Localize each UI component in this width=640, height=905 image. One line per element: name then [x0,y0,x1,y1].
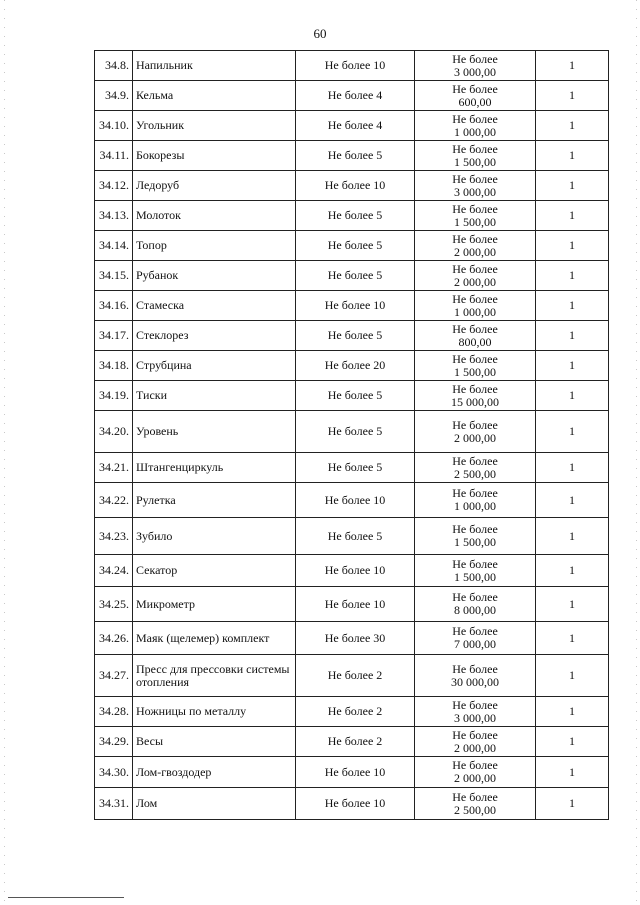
item-count: 1 [536,291,609,321]
price-prefix: Не более [452,51,498,66]
item-number: 34.17. [95,321,133,351]
item-number: 34.25. [95,587,133,622]
price-prefix: Не более [452,417,498,432]
price-value: 2 500,00 [454,802,496,817]
item-count: 1 [536,321,609,351]
item-count: 1 [536,727,609,757]
price-value: 1 500,00 [454,569,496,584]
price-prefix: Не более [452,81,498,96]
price-prefix: Не более [452,141,498,156]
item-count: 1 [536,261,609,291]
table-row [95,697,609,727]
left-scan-edge [4,0,5,905]
price-value: 1 000,00 [454,304,496,319]
item-price-limit [415,381,536,411]
price-prefix: Не более [452,727,498,742]
item-count: 1 [536,201,609,231]
table-row [95,655,609,697]
item-price-limit [415,555,536,587]
tools-table [94,50,609,820]
item-number: 34.22. [95,483,133,518]
item-price-limit [415,483,536,518]
price-prefix: Не более [452,624,498,638]
item-price-limit [415,587,536,622]
item-quantity-limit: Не более 30 [296,622,415,655]
item-price-limit [415,518,536,555]
price-value: 7 000,00 [454,637,496,651]
price-value: 15 000,00 [451,394,499,409]
table-row [95,411,609,453]
item-number: 34.18. [95,351,133,381]
item-name: Рулетка [133,483,296,518]
item-price-limit [415,453,536,483]
item-quantity-limit: Не более 5 [296,141,415,171]
table-row [95,788,609,820]
item-count: 1 [536,381,609,411]
item-number: 34.9. [95,81,133,111]
price-prefix: Не более [452,590,498,604]
item-price-limit [415,51,536,81]
item-name: Секатор [133,555,296,587]
table-row [95,261,609,291]
price-value: 2 000,00 [454,740,496,755]
price-prefix: Не более [452,697,498,712]
price-value: 1 000,00 [454,124,496,139]
item-number: 34.14. [95,231,133,261]
price-prefix: Не более [452,522,498,536]
item-price-limit [415,351,536,381]
table-row [95,231,609,261]
price-prefix: Не более [452,381,498,396]
price-prefix: Не более [452,556,498,571]
item-price-limit [415,201,536,231]
item-name: Микрометр [133,587,296,622]
price-prefix: Не более [452,171,498,186]
item-quantity-limit: Не более 10 [296,51,415,81]
item-count: 1 [536,141,609,171]
price-value: 30 000,00 [451,674,499,689]
item-name: Стеклорез [133,321,296,351]
item-count: 1 [536,622,609,655]
price-prefix: Не более [452,231,498,246]
item-quantity-limit: Не более 10 [296,291,415,321]
item-number: 34.19. [95,381,133,411]
item-number: 34.28. [95,697,133,727]
price-prefix: Не более [452,453,498,468]
item-price-limit [415,697,536,727]
item-name: Напильник [133,51,296,81]
item-price-limit [415,231,536,261]
item-quantity-limit: Не более 5 [296,411,415,453]
item-count: 1 [536,411,609,453]
item-number: 34.31. [95,788,133,820]
item-name: Уровень [133,411,296,453]
item-quantity-limit: Не более 10 [296,757,415,788]
table-row [95,587,609,622]
item-count: 1 [536,51,609,81]
price-prefix: Не более [452,661,498,676]
item-price-limit [415,757,536,788]
item-quantity-limit: Не более 4 [296,111,415,141]
table-row [95,453,609,483]
item-name: Ледоруб [133,171,296,201]
item-quantity-limit: Не более 10 [296,483,415,518]
footer-rule [8,897,124,898]
item-name: Ножницы по металлу [133,697,296,727]
table-row [95,555,609,587]
item-number: 34.29. [95,727,133,757]
price-value: 1 500,00 [454,535,496,549]
item-count: 1 [536,655,609,697]
item-name: Тиски [133,381,296,411]
item-count: 1 [536,555,609,587]
item-name: Рубанок [133,261,296,291]
item-count: 1 [536,697,609,727]
item-count: 1 [536,587,609,622]
item-number: 34.11. [95,141,133,171]
item-number: 34.23. [95,518,133,555]
price-prefix: Не более [452,789,498,804]
price-prefix: Не более [452,111,498,126]
item-name: Весы [133,727,296,757]
item-quantity-limit: Не более 20 [296,351,415,381]
price-value: 2 500,00 [454,466,496,481]
item-quantity-limit: Не более 10 [296,788,415,820]
item-name: Топор [133,231,296,261]
item-quantity-limit: Не более 5 [296,261,415,291]
price-value: 1 500,00 [454,214,496,229]
price-prefix: Не более [452,486,498,500]
item-price-limit [415,655,536,697]
item-price-limit [415,788,536,820]
table-row [95,483,609,518]
item-price-limit [415,171,536,201]
item-quantity-limit: Не более 4 [296,81,415,111]
table-row [95,141,609,171]
table-row [95,291,609,321]
price-value: 3 000,00 [454,710,496,725]
price-value: 2 000,00 [454,430,496,445]
item-quantity-limit: Не более 10 [296,587,415,622]
item-price-limit [415,141,536,171]
item-price-limit [415,81,536,111]
item-quantity-limit: Не более 2 [296,655,415,697]
item-name: Зубило [133,518,296,555]
item-name: Кельма [133,81,296,111]
right-scan-edge [636,0,637,905]
price-prefix: Не более [452,291,498,306]
item-count: 1 [536,231,609,261]
item-quantity-limit: Не более 5 [296,381,415,411]
item-count: 1 [536,171,609,201]
table-row [95,518,609,555]
item-count: 1 [536,453,609,483]
price-prefix: Не более [452,351,498,366]
table-row [95,81,609,111]
item-quantity-limit: Не более 5 [296,453,415,483]
price-prefix: Не более [452,321,498,336]
price-value: 1 500,00 [454,154,496,169]
price-value: 600,00 [458,94,492,109]
price-value: 800,00 [458,334,492,349]
item-number: 34.12. [95,171,133,201]
item-name: Молоток [133,201,296,231]
item-number: 34.10. [95,111,133,141]
item-quantity-limit: Не более 5 [296,231,415,261]
item-number: 34.30. [95,757,133,788]
table-row [95,351,609,381]
item-quantity-limit: Не более 2 [296,697,415,727]
item-name: Стамеска [133,291,296,321]
item-count: 1 [536,483,609,518]
item-number: 34.27. [95,655,133,697]
item-price-limit [415,291,536,321]
item-quantity-limit: Не более 10 [296,171,415,201]
table-row [95,51,609,81]
item-name: Лом-гвоздодер [133,757,296,788]
price-value: 1 000,00 [454,499,496,513]
price-prefix: Не более [452,261,498,276]
item-quantity-limit: Не более 5 [296,201,415,231]
price-value: 2 000,00 [454,771,496,785]
price-value: 1 500,00 [454,364,496,379]
item-number: 34.15. [95,261,133,291]
item-count: 1 [536,518,609,555]
item-number: 34.21. [95,453,133,483]
price-value: 2 000,00 [454,274,496,289]
item-quantity-limit: Не более 5 [296,518,415,555]
item-name: Пресс для прессовки системы отопления [133,655,296,697]
item-quantity-limit: Не более 10 [296,555,415,587]
item-number: 34.16. [95,291,133,321]
item-price-limit [415,261,536,291]
price-value: 8 000,00 [454,603,496,617]
table-row [95,321,609,351]
item-name: Бокорезы [133,141,296,171]
item-price-limit [415,622,536,655]
price-prefix: Не более [452,758,498,772]
item-number: 34.8. [95,51,133,81]
table-row [95,622,609,655]
item-price-limit [415,727,536,757]
item-quantity-limit: Не более 5 [296,321,415,351]
item-count: 1 [536,788,609,820]
item-name: Угольник [133,111,296,141]
item-number: 34.20. [95,411,133,453]
item-count: 1 [536,81,609,111]
item-count: 1 [536,111,609,141]
price-value: 2 000,00 [454,244,496,259]
page-number: 60 [313,26,327,41]
item-number: 34.13. [95,201,133,231]
item-name: Лом [133,788,296,820]
item-quantity-limit: Не более 2 [296,727,415,757]
price-value: 3 000,00 [454,64,496,79]
item-price-limit [415,411,536,453]
price-value: 3 000,00 [454,184,496,199]
item-price-limit [415,321,536,351]
price-prefix: Не более [452,201,498,216]
item-number: 34.26. [95,622,133,655]
item-name: Маяк (щелемер) комплект [133,622,296,655]
table-row [95,727,609,757]
table-row [95,381,609,411]
item-name: Штангенциркуль [133,453,296,483]
item-number: 34.24. [95,555,133,587]
table-row [95,111,609,141]
item-count: 1 [536,757,609,788]
item-name: Струбцина [133,351,296,381]
table-row [95,171,609,201]
item-price-limit [415,111,536,141]
item-count: 1 [536,351,609,381]
table-row [95,201,609,231]
table-row [95,757,609,788]
